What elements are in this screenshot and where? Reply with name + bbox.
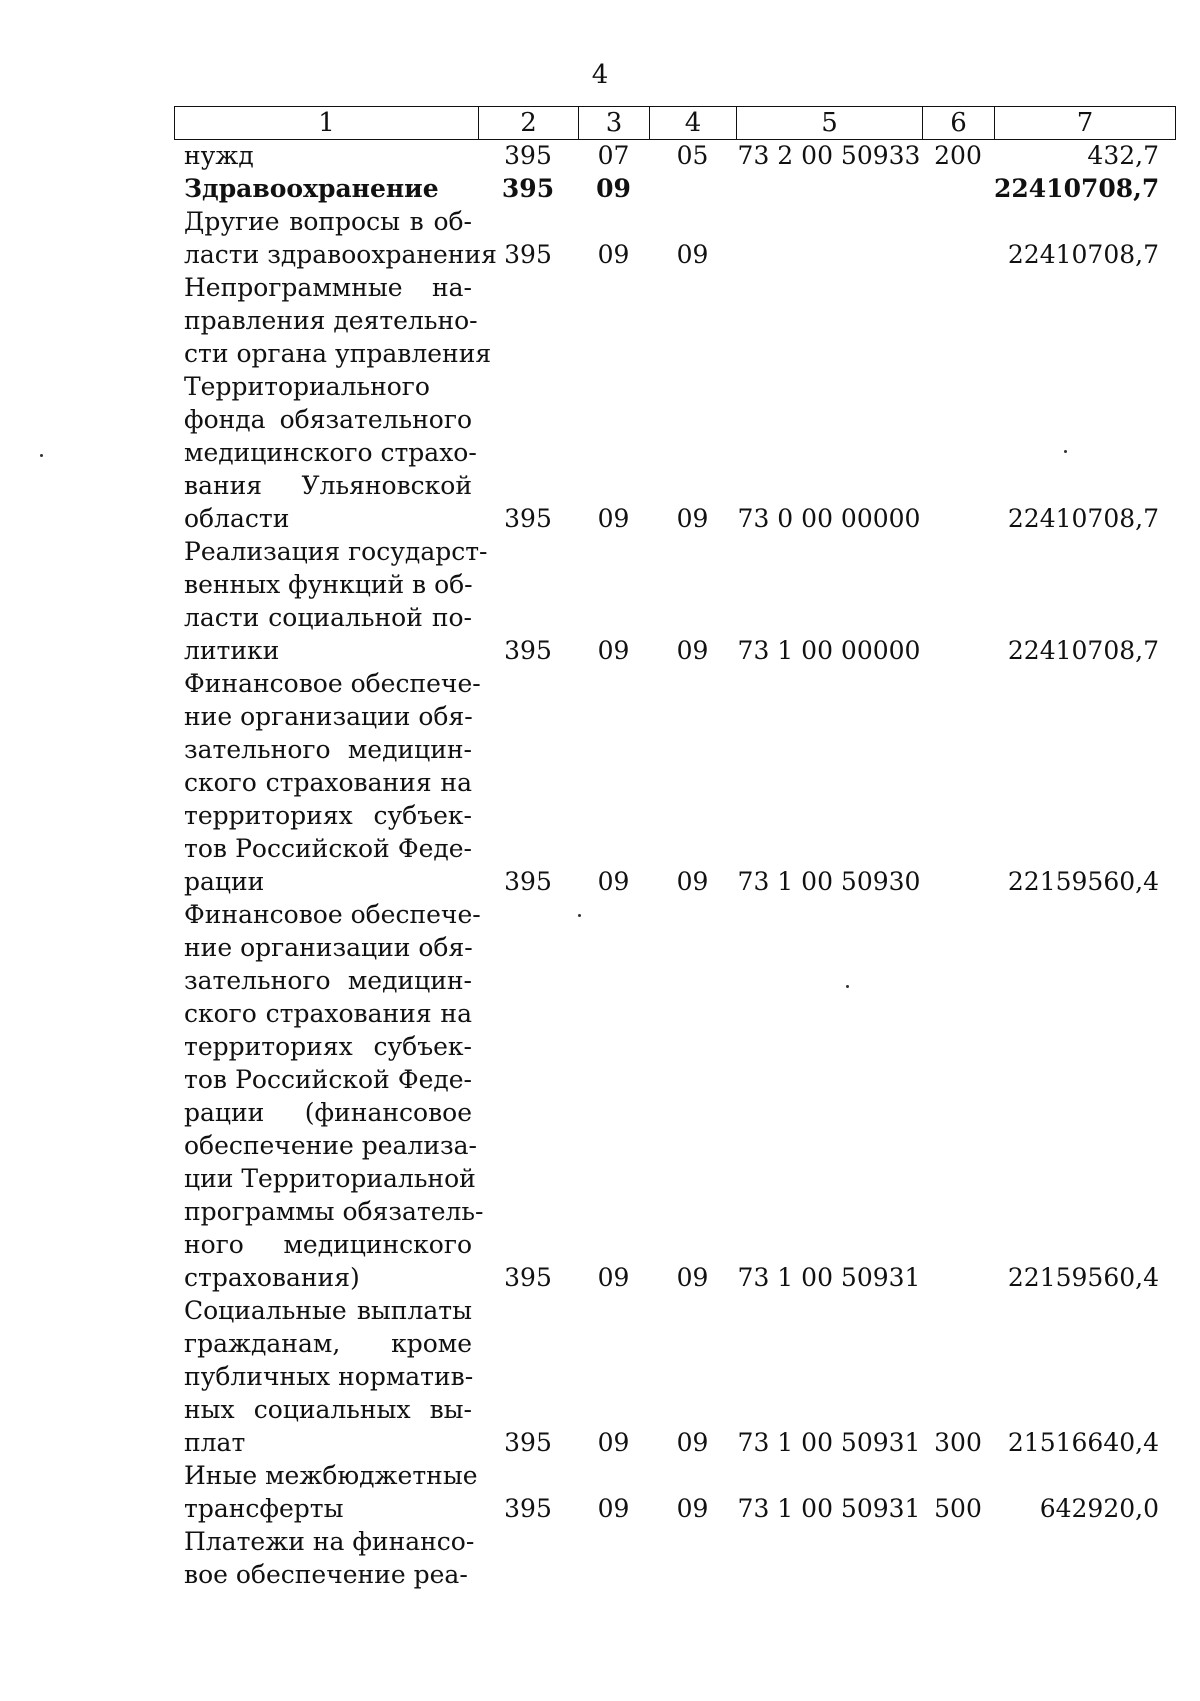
description-line: тов Российской Феде-	[184, 1065, 472, 1094]
description-line: плат	[184, 1428, 246, 1457]
description-line: ского страхования на	[184, 999, 472, 1028]
cell-c2: 395	[504, 504, 552, 533]
cell-c5: 73 2 00 50933	[737, 141, 921, 170]
cell-c2	[478, 1525, 578, 1591]
cell-c3: 09	[597, 240, 630, 269]
description-line: страхования)	[184, 1263, 360, 1292]
cell-c7: 21516640,4	[1007, 1428, 1159, 1457]
cell-c4: 09	[676, 504, 709, 533]
cell-c3: 09	[597, 1494, 630, 1523]
cell-c3: 09	[597, 504, 630, 533]
cell-c2: 395	[504, 1263, 552, 1292]
description-line: венных функций в об-	[184, 570, 473, 599]
table-row	[174, 1525, 1175, 1591]
description-line: Непрограммные на-	[184, 273, 472, 302]
cell-c5: 73 1 00 50931	[737, 1428, 921, 1457]
cell-c6: 300	[934, 1428, 982, 1457]
cell-c5: 73 1 00 50931	[737, 1494, 921, 1523]
header-col-4: 4	[650, 107, 737, 140]
table-row	[174, 1459, 1175, 1525]
page-number: 4	[591, 60, 609, 90]
table-row	[174, 139, 1175, 172]
scan-speck	[578, 914, 581, 917]
description-line: территориях субъек-	[184, 801, 472, 830]
cell-c2: 395	[504, 240, 552, 269]
row-description	[174, 271, 492, 535]
header-col-6: 6	[923, 107, 995, 140]
header-col-7: 7	[995, 107, 1176, 140]
cell-c4: 09	[676, 240, 709, 269]
description-line: Социальные выплаты	[184, 1296, 472, 1325]
cell-c6: 500	[934, 1494, 982, 1523]
cell-c4: 05	[676, 141, 709, 170]
cell-c2: 395	[504, 1494, 552, 1523]
description-line: ние организации обя-	[184, 933, 473, 962]
description-line: зательного медицин-	[184, 735, 472, 764]
scan-speck	[1064, 450, 1067, 453]
cell-c7: 22410708,7	[1007, 636, 1159, 665]
row-description	[174, 205, 497, 271]
description-line: Здравоохранение	[184, 174, 439, 203]
description-line: вое обеспечение реа-	[184, 1560, 468, 1589]
cell-c4	[649, 1525, 736, 1591]
cell-c4: 09	[676, 636, 709, 665]
cell-c2: 395	[504, 867, 552, 896]
description-line: ного медицинского	[184, 1230, 472, 1259]
cell-c2: 395	[501, 174, 555, 203]
cell-c2: 395	[504, 1428, 552, 1457]
cell-c3: 07	[597, 141, 630, 170]
row-description	[174, 535, 488, 667]
description-line: публичных норматив-	[184, 1362, 474, 1391]
description-line: рации (финансовое	[184, 1098, 472, 1127]
description-line: программы обязатель-	[184, 1197, 484, 1226]
description-line: Финансовое обеспече-	[184, 900, 481, 929]
table-row	[174, 172, 1175, 205]
cell-c7: 22159560,4	[1007, 1263, 1159, 1292]
table-row	[174, 898, 1175, 1294]
cell-c5: 73 0 00 00000	[737, 504, 921, 533]
table-row	[174, 1294, 1175, 1459]
row-description	[174, 667, 481, 898]
description-line: Платежи на финансо-	[184, 1527, 475, 1556]
description-line: территориях субъек-	[184, 1032, 472, 1061]
cell-c6	[922, 667, 994, 898]
description-line: ние организации обя-	[184, 702, 473, 731]
cell-c3: 09	[597, 636, 630, 665]
description-line: фонда обязательного	[184, 405, 472, 434]
cell-c2: 395	[504, 636, 552, 665]
cell-c6	[922, 535, 994, 667]
scan-speck	[846, 985, 849, 988]
cell-c6: 200	[934, 141, 982, 170]
cell-c6	[922, 271, 994, 535]
header-col-2: 2	[479, 107, 579, 140]
cell-c7: 22159560,4	[1007, 867, 1159, 896]
description-line: медицинского страхо-	[184, 438, 477, 467]
table-row	[174, 667, 1175, 898]
description-line: обеспечение реализа-	[184, 1131, 477, 1160]
cell-c4	[649, 172, 736, 205]
description-line: ского страхования на	[184, 768, 472, 797]
description-line: области	[184, 504, 290, 533]
description-line: рации	[184, 867, 265, 896]
cell-c6	[922, 1525, 994, 1591]
cell-c4: 09	[676, 1428, 709, 1457]
cell-c7	[994, 1525, 1175, 1591]
description-line: Иные межбюджетные	[184, 1461, 478, 1490]
cell-c6	[922, 205, 994, 271]
cell-c5: 73 1 00 50930	[737, 867, 921, 896]
cell-c7: 22410708,7	[994, 174, 1160, 203]
description-line: ных социальных вы-	[184, 1395, 472, 1424]
description-line: нужд	[184, 141, 254, 170]
description-line: ции Территориальной	[184, 1164, 476, 1193]
description-line: тов Российской Феде-	[184, 834, 472, 863]
cell-c4: 09	[676, 867, 709, 896]
cell-c7: 432,7	[1087, 141, 1159, 170]
cell-c4: 09	[676, 1494, 709, 1523]
cell-c3: 09	[597, 867, 630, 896]
cell-c5	[736, 172, 922, 205]
cell-c7: 642920,0	[1039, 1494, 1159, 1523]
cell-c7: 22410708,7	[1007, 240, 1159, 269]
cell-c5: 73 1 00 00000	[737, 636, 921, 665]
cell-c5	[736, 205, 922, 271]
description-line: Финансовое обеспече-	[184, 669, 481, 698]
row-description	[174, 1525, 478, 1591]
cell-c3: 09	[597, 1263, 630, 1292]
description-line: Реализация государст-	[184, 537, 488, 566]
cell-c2: 395	[504, 141, 552, 170]
row-description	[174, 1294, 478, 1459]
cell-c6	[922, 898, 994, 1294]
budget-table	[174, 139, 1175, 1591]
cell-c3	[578, 1525, 649, 1591]
cell-c5: 73 1 00 50931	[737, 1263, 921, 1292]
description-line: литики	[184, 636, 280, 665]
table-row	[174, 205, 1175, 271]
row-description	[174, 898, 484, 1294]
description-line: вания Ульяновской	[184, 471, 472, 500]
table-row	[174, 535, 1175, 667]
scan-speck	[40, 454, 43, 457]
description-line: сти органа управления	[184, 339, 492, 368]
cell-c3: 09	[597, 1428, 630, 1457]
description-line: зательного медицин-	[184, 966, 472, 995]
table-row	[174, 271, 1175, 535]
cell-c4: 09	[676, 1263, 709, 1292]
description-line: трансферты	[184, 1494, 344, 1523]
cell-c6	[922, 172, 994, 205]
cell-c3: 09	[596, 174, 631, 203]
description-line: ласти здравоохранения	[184, 240, 497, 269]
row-description	[174, 1459, 478, 1525]
description-line: Другие вопросы в об-	[184, 207, 472, 236]
cell-c7: 22410708,7	[1007, 504, 1159, 533]
header-col-5: 5	[737, 107, 923, 140]
description-line: ласти социальной по-	[184, 603, 472, 632]
description-line: Территориального	[184, 372, 430, 401]
cell-c5	[736, 1525, 922, 1591]
row-description	[174, 139, 478, 172]
header-col-1: 1	[175, 107, 479, 140]
table-header	[174, 106, 1176, 140]
row-description	[174, 172, 478, 205]
description-line: гражданам, кроме	[184, 1329, 472, 1358]
header-col-3: 3	[579, 107, 650, 140]
description-line: правления деятельно-	[184, 306, 478, 335]
